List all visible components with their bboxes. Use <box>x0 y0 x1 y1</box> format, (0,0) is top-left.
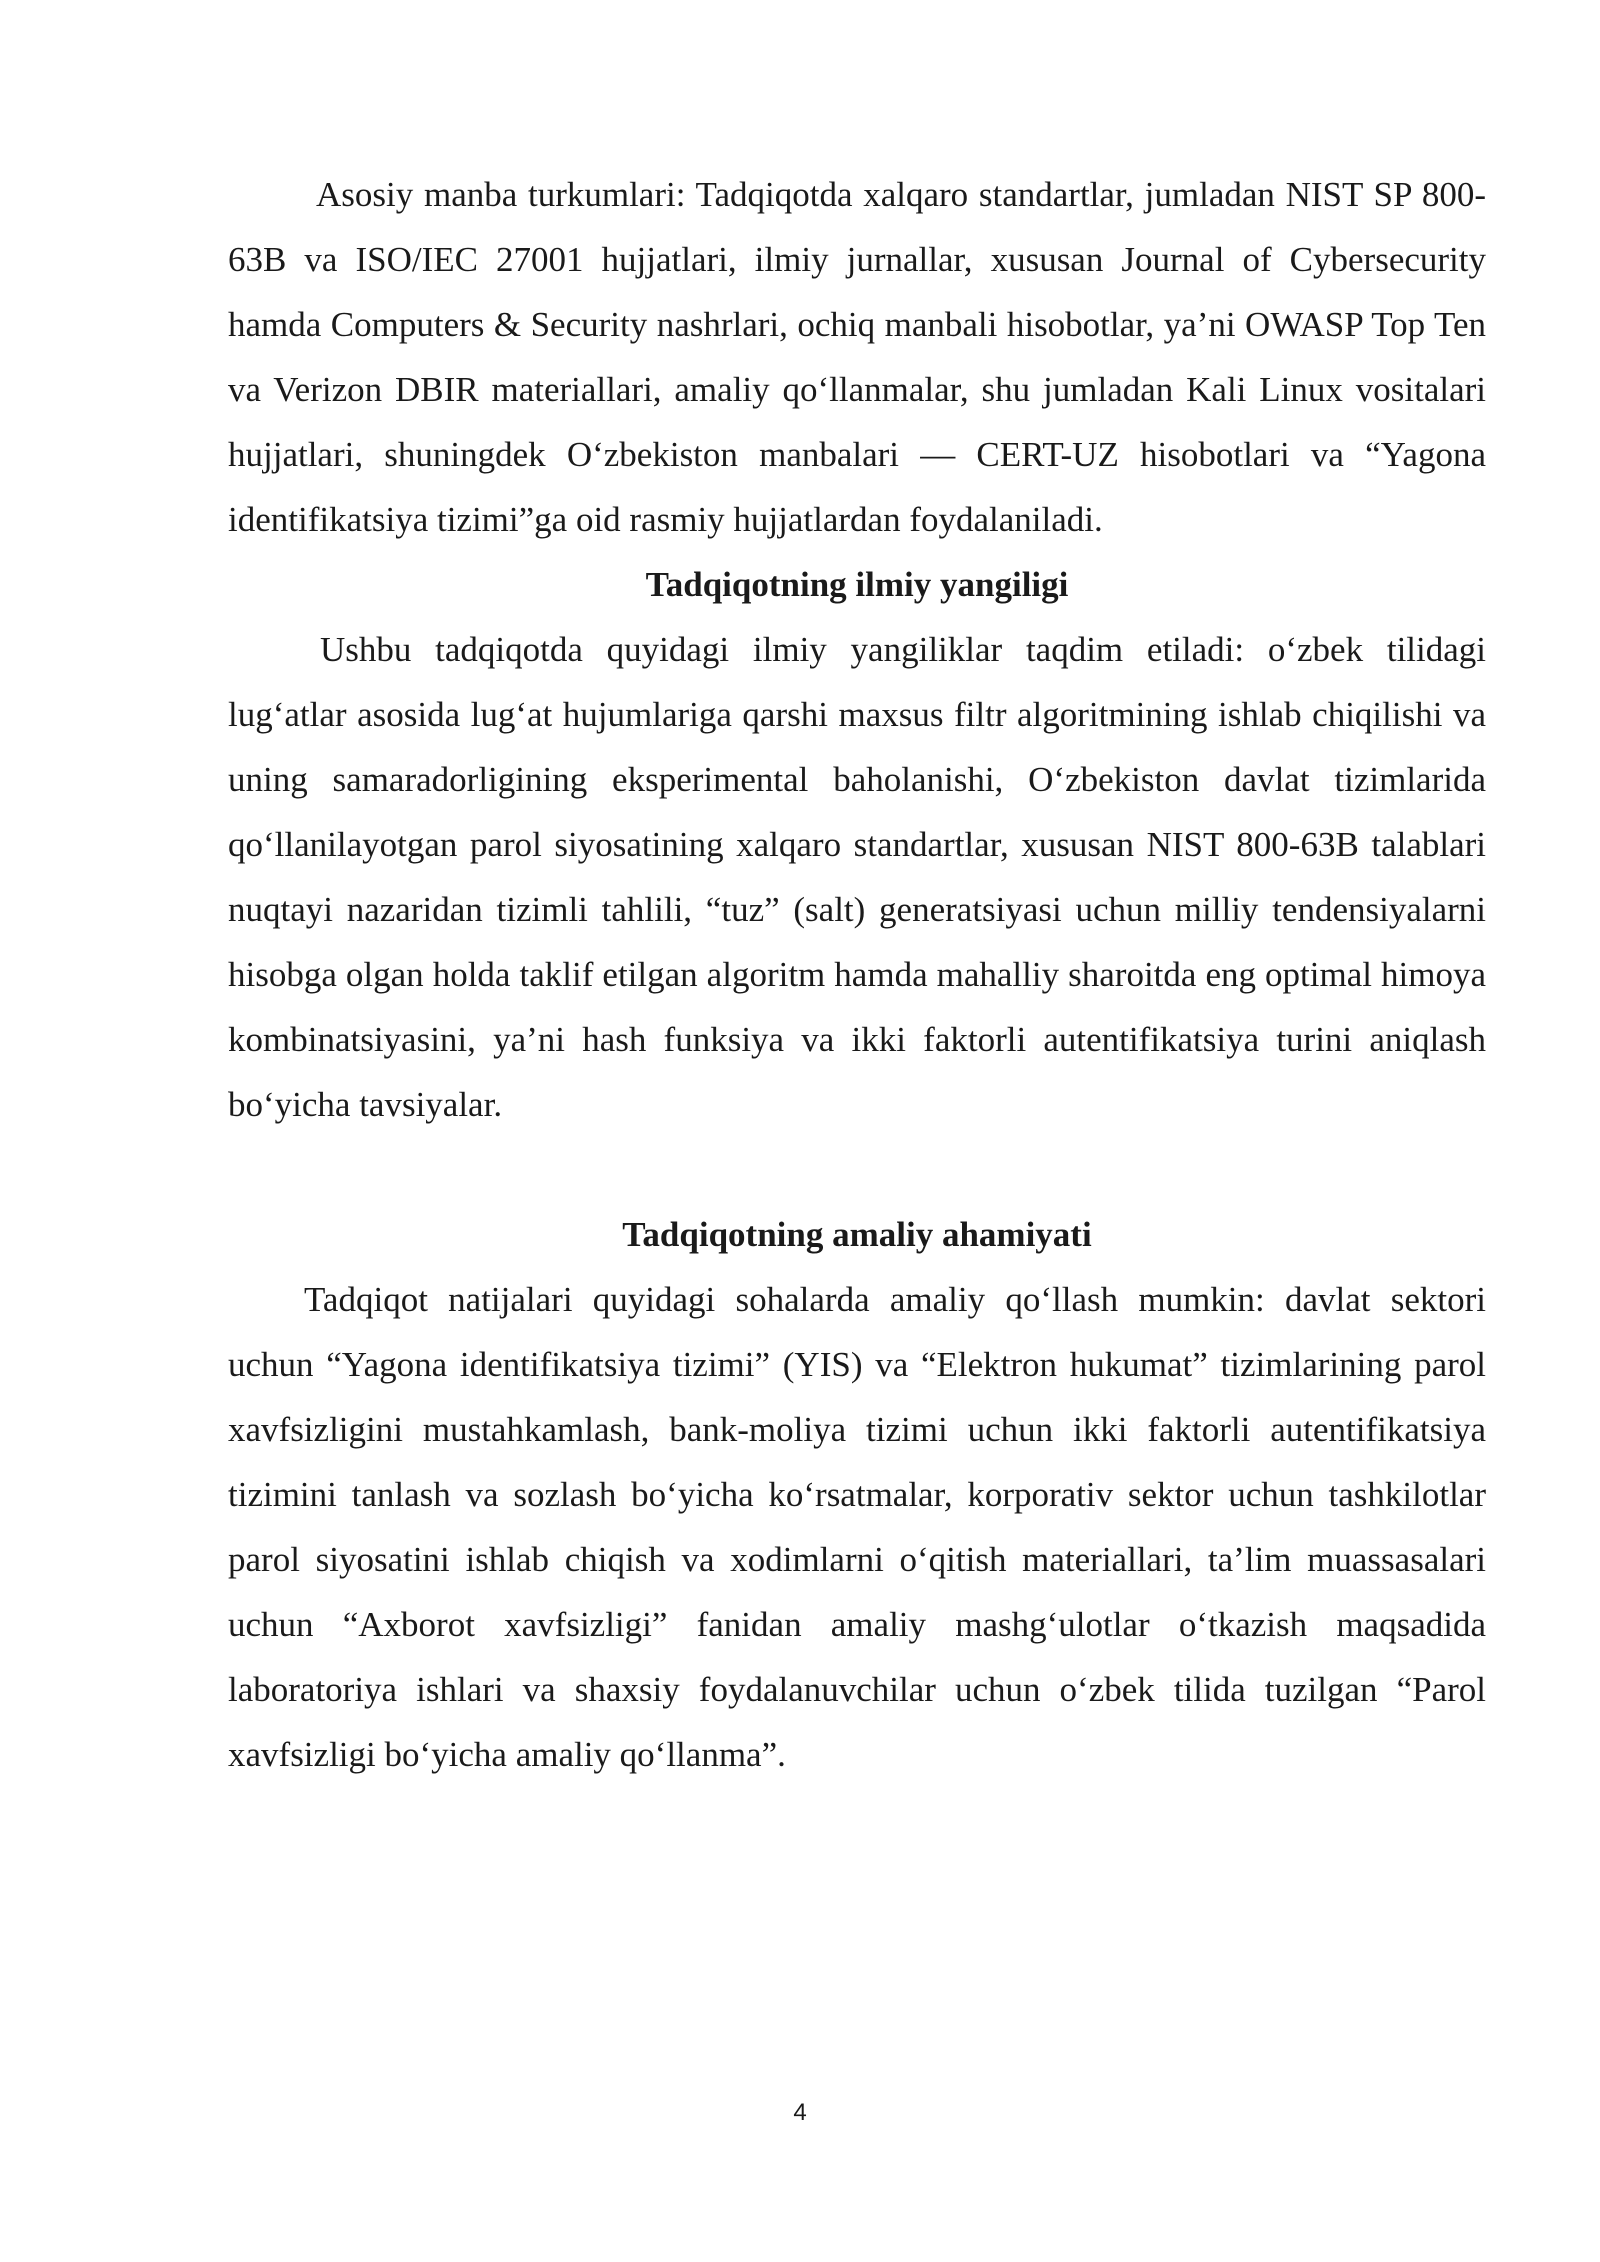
page-number: 4 <box>793 2099 807 2126</box>
novelty-heading: Tadqiqotning ilmiy yangiligi <box>645 565 1069 604</box>
page-content <box>228 162 1486 1787</box>
novelty-paragraph: Ushbu tadqiqotda quyidagi ilmiy yangiliklar taqdim etiladi: o‘zbek tilidagi lug‘atlar asosida lug‘at hujumlariga qarshi maxsus filtr algoritmining ishlab chiqilishi va uning samaradorligining eksperimental baholanishi, O‘zbekiston davlat tizimlarida qo‘llanilayotgan parol siyosatining xalqaro standartlar, xususan NIST 800-63B talablari nuqtayi nazaridan tizimli tahlili, “tuz” (salt) generatsiyasi uchun milliy tendensiyalarni hisobga olgan holda taklif etilgan algoritm hamda mahalliy sharoitda eng optimal himoya kombinatsiyasini, ya’ni hash funksiya va ikki faktorli autentifikatsiya turini aniqlash bo‘yicha tavsiyalar. <box>228 630 1486 1124</box>
practical-heading: Tadqiqotning amaliy ahamiyati <box>622 1215 1092 1254</box>
section-spacer <box>228 1137 1486 1202</box>
sources-paragraph: Asosiy manba turkumlari: Tadqiqotda xalqaro standartlar, jumladan NIST SP 800-63B va ISO/IEC 27001 hujjatlari, ilmiy jurnallar, xususan Journal of Cybersecurity hamda Computers & Security nashrlari, ochiq manbali hisobotlar, ya’ni OWASP Top Ten va Verizon DBIR materiallari, amaliy qo‘llanmalar, shu jumladan Kali Linux vositalari hujjatlari, shuningdek O‘zbekiston manbalari — CERT-UZ hisobotlari va “Yagona identifikatsiya tizimi”ga oid rasmiy hujjatlardan foydalaniladi. <box>228 175 1486 539</box>
practical-paragraph: Tadqiqot natijalari quyidagi sohalarda amaliy qo‘llash mumkin: davlat sektori uchun “Yagona identifikatsiya tizimi” (YIS) va “Elektron hukumat” tizimlarining parol xavfsizligini mustahkamlash, bank-moliya tizimi uchun ikki faktorli autentifikatsiya tizimini tanlash va sozlash bo‘yicha ko‘rsatmalar, korporativ sektor uchun tashkilotlar parol siyosatini ishlab chiqish va xodimlarni o‘qitish materiallari, ta’lim muassasalari uchun “Axborot xavfsizligi” fanidan amaliy mashg‘ulotlar o‘tkazish maqsadida laboratoriya ishlari va shaxsiy foydalanuvchilar uchun o‘zbek tilida tuzilgan “Parol xavfsizligi bo‘yicha amaliy qo‘llanma”. <box>228 1280 1486 1774</box>
